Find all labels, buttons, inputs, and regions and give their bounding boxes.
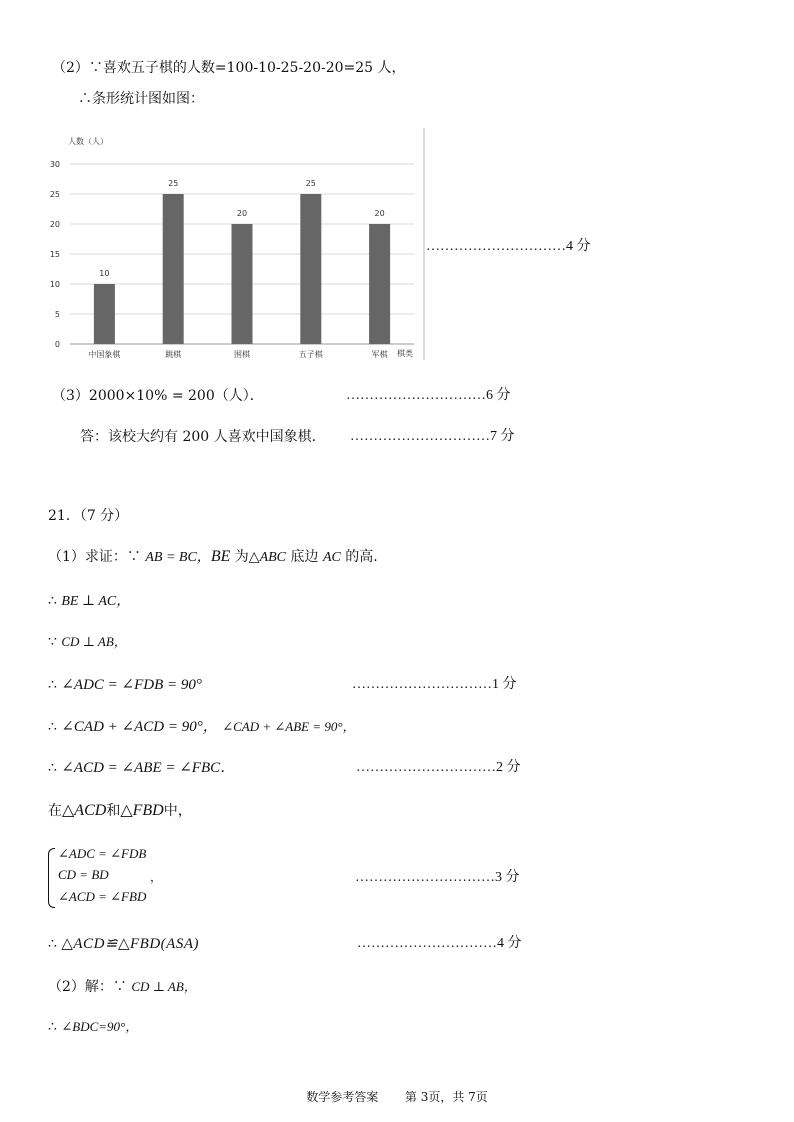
- therefore-symbol: ∴: [48, 719, 62, 735]
- bar-chart: [44, 126, 428, 366]
- step2-expr: CD ⊥ AB，: [61, 634, 127, 649]
- step1-expr: BE ⊥ AC，: [61, 594, 131, 609]
- x-tick-label: 跳棋: [165, 350, 182, 359]
- prove-mid2: 底边: [286, 549, 323, 565]
- y-tick-label: 30: [49, 160, 60, 169]
- bar-value-label: 20: [236, 209, 248, 218]
- prove-be: BE: [210, 548, 231, 565]
- part3-calc: （3）2000×10% = 200（人）．: [52, 388, 264, 404]
- step7-expr: △ACD≌△FBD(ASA): [61, 936, 199, 952]
- prove-expr: AB = BC，: [145, 550, 211, 565]
- system-row-2: CD = BD: [58, 867, 109, 882]
- page-footer: [0, 1088, 794, 1105]
- part2-line2: ∴条形统计图如图：: [78, 91, 204, 107]
- therefore-symbol: ∴: [48, 936, 62, 952]
- part3-answer: 答：该校大约有 200 人喜欢中国象棋．: [80, 429, 326, 445]
- q21-step8: [48, 1018, 138, 1036]
- footer-subject: 数学参考答案: [306, 1090, 379, 1104]
- step5-score: …………………………2 分: [356, 760, 521, 775]
- step6-pre: 在: [48, 803, 62, 819]
- step4b-expr: ∠CAD + ∠ABE = 90°，: [222, 719, 356, 734]
- therefore-symbol: ∴: [48, 1019, 62, 1035]
- system-row-1: ∠ADC = ∠FDB: [58, 846, 147, 861]
- bar: [232, 224, 253, 344]
- chart-ylabel: 人数（人）: [68, 137, 108, 146]
- x-tick-label: 中国象棋: [88, 350, 121, 359]
- chart-score: …………………………4 分: [426, 239, 591, 254]
- step5-expr: ∠ACD = ∠ABE = ∠FBC．: [61, 760, 236, 776]
- system-row-3: ∠ACD = ∠FBD: [58, 889, 147, 904]
- therefore-symbol: ∴: [48, 760, 62, 776]
- step7-score: …………………………4 分: [357, 936, 522, 951]
- y-tick-label: 15: [49, 250, 60, 259]
- q21-header: 21．（7 分）: [48, 508, 129, 524]
- x-tick-label: 五子棋: [298, 350, 323, 359]
- bar: [300, 194, 321, 344]
- therefore-symbol: ∴: [48, 677, 62, 693]
- step8-expr: ∠BDC=90°，: [61, 1019, 139, 1034]
- y-tick-label: 25: [49, 190, 60, 199]
- step6-post: 中，: [163, 803, 192, 819]
- because-symbol: ∵: [48, 634, 62, 650]
- equation-system: [48, 846, 158, 908]
- q21-step6: [48, 802, 192, 820]
- q21-step1: [48, 592, 130, 611]
- step3-score: …………………………1 分: [352, 677, 517, 692]
- x-tick-label: 围棋: [234, 350, 250, 359]
- part3-calc-score: …………………………6 分: [346, 388, 511, 403]
- bar-value-label: 25: [305, 179, 316, 188]
- prove-ac: AC: [322, 550, 341, 565]
- q21-step5: [48, 759, 235, 777]
- system-comma: ，: [150, 870, 163, 884]
- y-tick-label: 10: [49, 280, 60, 289]
- x-tick-label: 军棋: [371, 350, 388, 359]
- y-tick-label: 5: [54, 310, 60, 319]
- q21-solution: [48, 978, 197, 996]
- q21-step2: [48, 633, 127, 651]
- footer-page: 第 3页，共 7页: [404, 1090, 488, 1104]
- bar-value-label: 10: [99, 269, 110, 278]
- step6-and: 和: [106, 803, 121, 819]
- q21-prove: [48, 548, 378, 567]
- bar: [94, 284, 115, 344]
- therefore-symbol: ∴: [48, 593, 62, 609]
- y-tick-label: 20: [49, 220, 60, 229]
- q21-step3: [48, 676, 202, 694]
- sol-expr: CD ⊥ AB，: [131, 979, 197, 994]
- prove-abc: ABC: [259, 550, 287, 565]
- prove-end: 的高.: [340, 549, 378, 565]
- chart-xlabel: 棋类: [397, 349, 413, 358]
- part3-answer-score: …………………………7 分: [350, 429, 515, 444]
- bar-value-label: 25: [168, 179, 179, 188]
- step3-expr: ∠ADC = ∠FDB = 90°: [61, 677, 202, 693]
- bar: [369, 224, 390, 344]
- prove-prefix: （1）求证：∵: [48, 549, 146, 565]
- part2-line1: （2）∵喜欢五子棋的人数=100-10-25-20-20=25 人，: [52, 60, 406, 76]
- q21-step7: [48, 935, 199, 953]
- y-tick-label: 0: [54, 340, 60, 349]
- prove-mid: 为△: [230, 549, 260, 565]
- q21-step4: [48, 718, 356, 736]
- sol-prefix: （2）解：∵: [48, 979, 132, 995]
- bar: [163, 194, 184, 344]
- brace-icon: [48, 848, 55, 908]
- step4a-expr: ∠CAD + ∠ACD = 90°，: [61, 719, 218, 735]
- system-score: …………………………3 分: [355, 870, 520, 885]
- step6-triangle1: △ACD: [62, 802, 107, 819]
- step6-triangle2: △FBD: [120, 802, 164, 819]
- bar-value-label: 20: [374, 209, 385, 218]
